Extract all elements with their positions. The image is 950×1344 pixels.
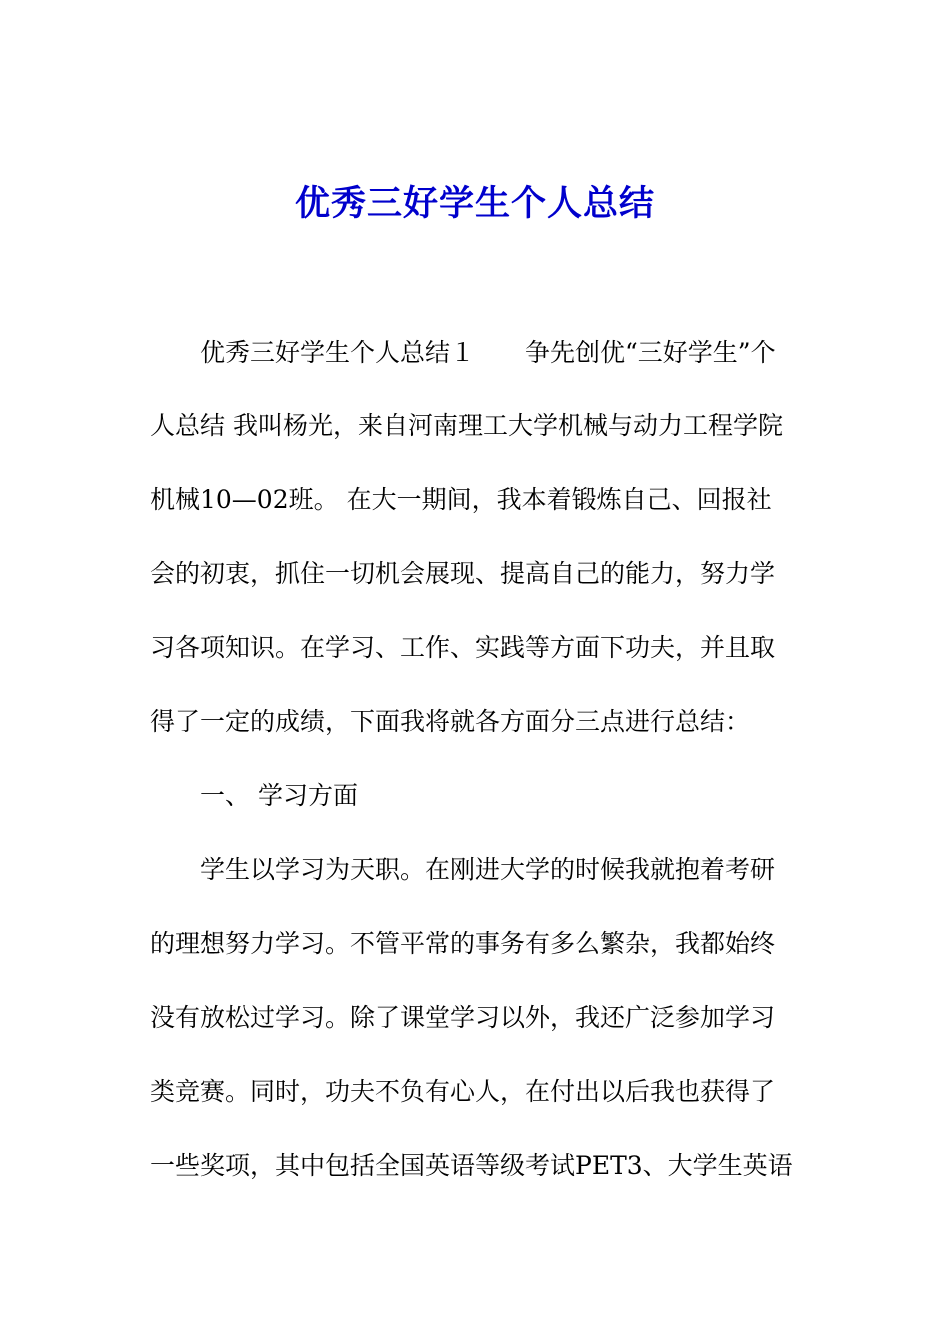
body-line: 一些奖项，其中包括全国英语等级考试PET3、大学生英语	[150, 1151, 793, 1180]
body-line: 得了一定的成绩，下面我将就各方面分三点进行总结：	[150, 707, 751, 736]
body-line: 类竞赛。同时，功夫不负有心人，在付出以后我也获得了	[150, 1077, 776, 1106]
section-heading: 一、 学习方面	[150, 781, 358, 810]
document-title: 优秀三好学生个人总结	[294, 183, 655, 224]
body-line: 会的初衷，抓住一切机会展现、提高自己的能力，努力学	[150, 559, 776, 588]
body-line: 学生以学习为天职。在刚进大学的时候我就抱着考研	[150, 855, 776, 884]
body-line: 习各项知识。在学习、工作、实践等方面下功夫，并且取	[150, 633, 776, 662]
body-line: 优秀三好学生个人总结１ 争先创优“三好学生”个	[150, 338, 776, 367]
body-line: 机械10—02班。 在大一期间，我本着锻炼自己、回报社	[150, 485, 772, 514]
body-line: 没有放松过学习。除了课堂学习以外，我还广泛参加学习	[150, 1003, 776, 1032]
body-line: 的理想努力学习。不管平常的事务有多么繁杂，我都始终	[150, 929, 776, 958]
body-line: 人总结 我叫杨光，来自河南理工大学机械与动力工程学院	[150, 411, 783, 440]
